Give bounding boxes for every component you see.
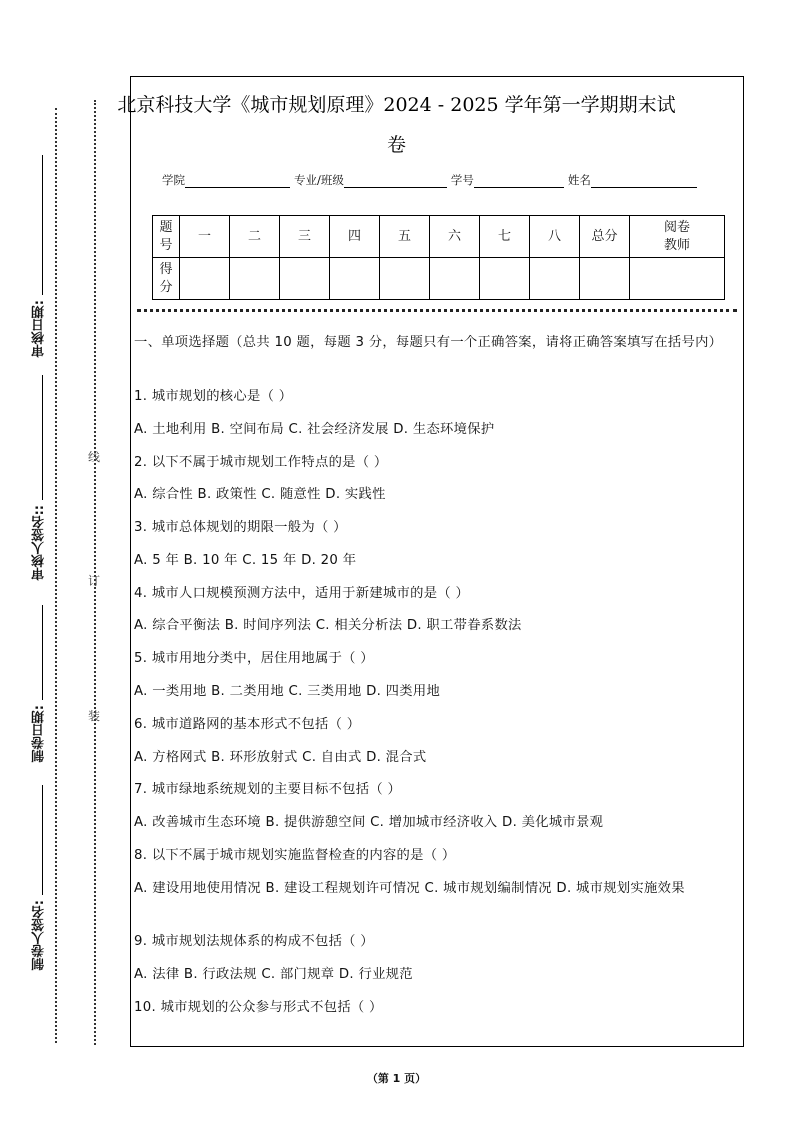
maker-sign-label: 制卷人签名:: [32, 900, 47, 971]
score-table-header-row: [153, 216, 725, 258]
score-cell-4[interactable]: [330, 258, 380, 300]
question-2-options: A. 综合性 B. 政策性 C. 随意性 D. 实践性: [134, 487, 386, 502]
binding-line-2: [42, 375, 43, 500]
question-2: 2. 以下不属于城市规划工作特点的是（ ）: [134, 455, 388, 470]
make-date-label: 制卷日期:: [32, 705, 47, 763]
score-row-header-defen: [153, 258, 180, 300]
grader-text: 阅卷教师: [663, 219, 690, 253]
question-6: 6. 城市道路网的基本形式不包括（ ）: [134, 717, 361, 732]
binding-dotted-line-outer: [55, 108, 57, 1043]
question-9-options: A. 法律 B. 行政法规 C. 部门规章 D. 行业规范: [134, 967, 413, 982]
binding-char-ding: 订: [88, 574, 101, 588]
page-number: （第 1 页）: [366, 1072, 427, 1085]
binding-line-4: [42, 785, 43, 895]
score-cell-2[interactable]: [230, 258, 280, 300]
score-col-total: 总分: [580, 216, 630, 258]
score-col-8: 八: [530, 216, 580, 258]
score-cell-total[interactable]: [580, 258, 630, 300]
question-6-options: A. 方格网式 B. 环形放射式 C. 自由式 D. 混合式: [134, 750, 427, 765]
review-date-label: 审核日期:: [32, 300, 47, 358]
question-5: 5. 城市用地分类中，居住用地属于（ ）: [134, 651, 374, 666]
question-1: 1. 城市规划的核心是（ ）: [134, 389, 293, 404]
binding-line-3: [42, 605, 43, 700]
score-col-7: 七: [480, 216, 530, 258]
exam-title-line2: 卷: [386, 134, 406, 156]
question-8: 8. 以下不属于城市规划实施监督检查的内容的是（ ）: [134, 848, 456, 863]
question-5-options: A. 一类用地 B. 二类用地 C. 三类用地 D. 四类用地: [134, 684, 441, 699]
score-cell-6[interactable]: [430, 258, 480, 300]
score-cell-7[interactable]: [480, 258, 530, 300]
question-7-options: A. 改善城市生态环境 B. 提供游憩空间 C. 增加城市经济收入 D. 美化城市景观: [134, 815, 604, 830]
college-label: 学院: [162, 173, 185, 187]
score-row-header-tihao: [153, 216, 180, 258]
score-cell-3[interactable]: [280, 258, 330, 300]
question-10: 10. 城市规划的公众参与形式不包括（ ）: [134, 1000, 383, 1015]
question-7: 7. 城市绿地系统规划的主要目标不包括（ ）: [134, 782, 402, 797]
score-col-1: 一: [180, 216, 230, 258]
binding-line-1: [42, 155, 43, 295]
score-col-5: 五: [380, 216, 430, 258]
defen-text: 得分: [159, 261, 173, 295]
score-col-2: 二: [230, 216, 280, 258]
name-label: 姓名: [567, 173, 591, 187]
question-4-options: A. 综合平衡法 B. 时间序列法 C. 相关分析法 D. 职工带眷系数法: [134, 618, 522, 633]
score-col-grader: [630, 216, 725, 258]
binding-char-zhuang: 装: [88, 709, 101, 723]
tihao-text: 题号: [159, 219, 173, 253]
question-3: 3. 城市总体规划的期限一般为（ ）: [134, 520, 347, 535]
question-1-options: A. 土地利用 B. 空间布局 C. 社会经济发展 D. 生态环境保护: [134, 422, 495, 437]
name-field[interactable]: [591, 173, 697, 188]
question-9: 9. 城市规划法规体系的构成不包括（ ）: [134, 934, 374, 949]
question-3-options: A. 5 年 B. 10 年 C. 15 年 D. 20 年: [134, 553, 357, 568]
student-id-field[interactable]: [474, 173, 564, 188]
section1-title: 一、单项选择题（总共 10 题，每题 3 分，每题只有一个正确答案，请将正确答案填写在括号内）: [134, 335, 723, 350]
reviewer-sign-label: 审核人签名::: [32, 505, 47, 581]
question-8-options: A. 建设用地使用情况 B. 建设工程规划许可情况 C. 城市规划编制情况 D. 城市规划实施效果: [134, 881, 685, 896]
score-table: [152, 215, 725, 300]
score-col-3: 三: [280, 216, 330, 258]
score-cell-1[interactable]: [180, 258, 230, 300]
score-col-4: 四: [330, 216, 380, 258]
score-cell-grader[interactable]: [630, 258, 725, 300]
exam-title-line1: 北京科技大学《城市规划原理》2024 - 2025 学年第一学期期末试: [117, 94, 676, 116]
question-4: 4. 城市人口规模预测方法中，适用于新建城市的是（ ）: [134, 586, 470, 601]
student-id-label: 学号: [450, 173, 474, 187]
college-field[interactable]: [185, 173, 290, 188]
binding-char-xian: 线: [88, 450, 101, 464]
major-field[interactable]: [344, 173, 447, 188]
dotted-separator: [137, 309, 737, 312]
major-label: 专业/班级: [294, 173, 344, 187]
student-info-row: [162, 172, 701, 188]
score-cell-8[interactable]: [530, 258, 580, 300]
score-table-score-row: [153, 258, 725, 300]
score-cell-5[interactable]: [380, 258, 430, 300]
score-col-6: 六: [430, 216, 480, 258]
